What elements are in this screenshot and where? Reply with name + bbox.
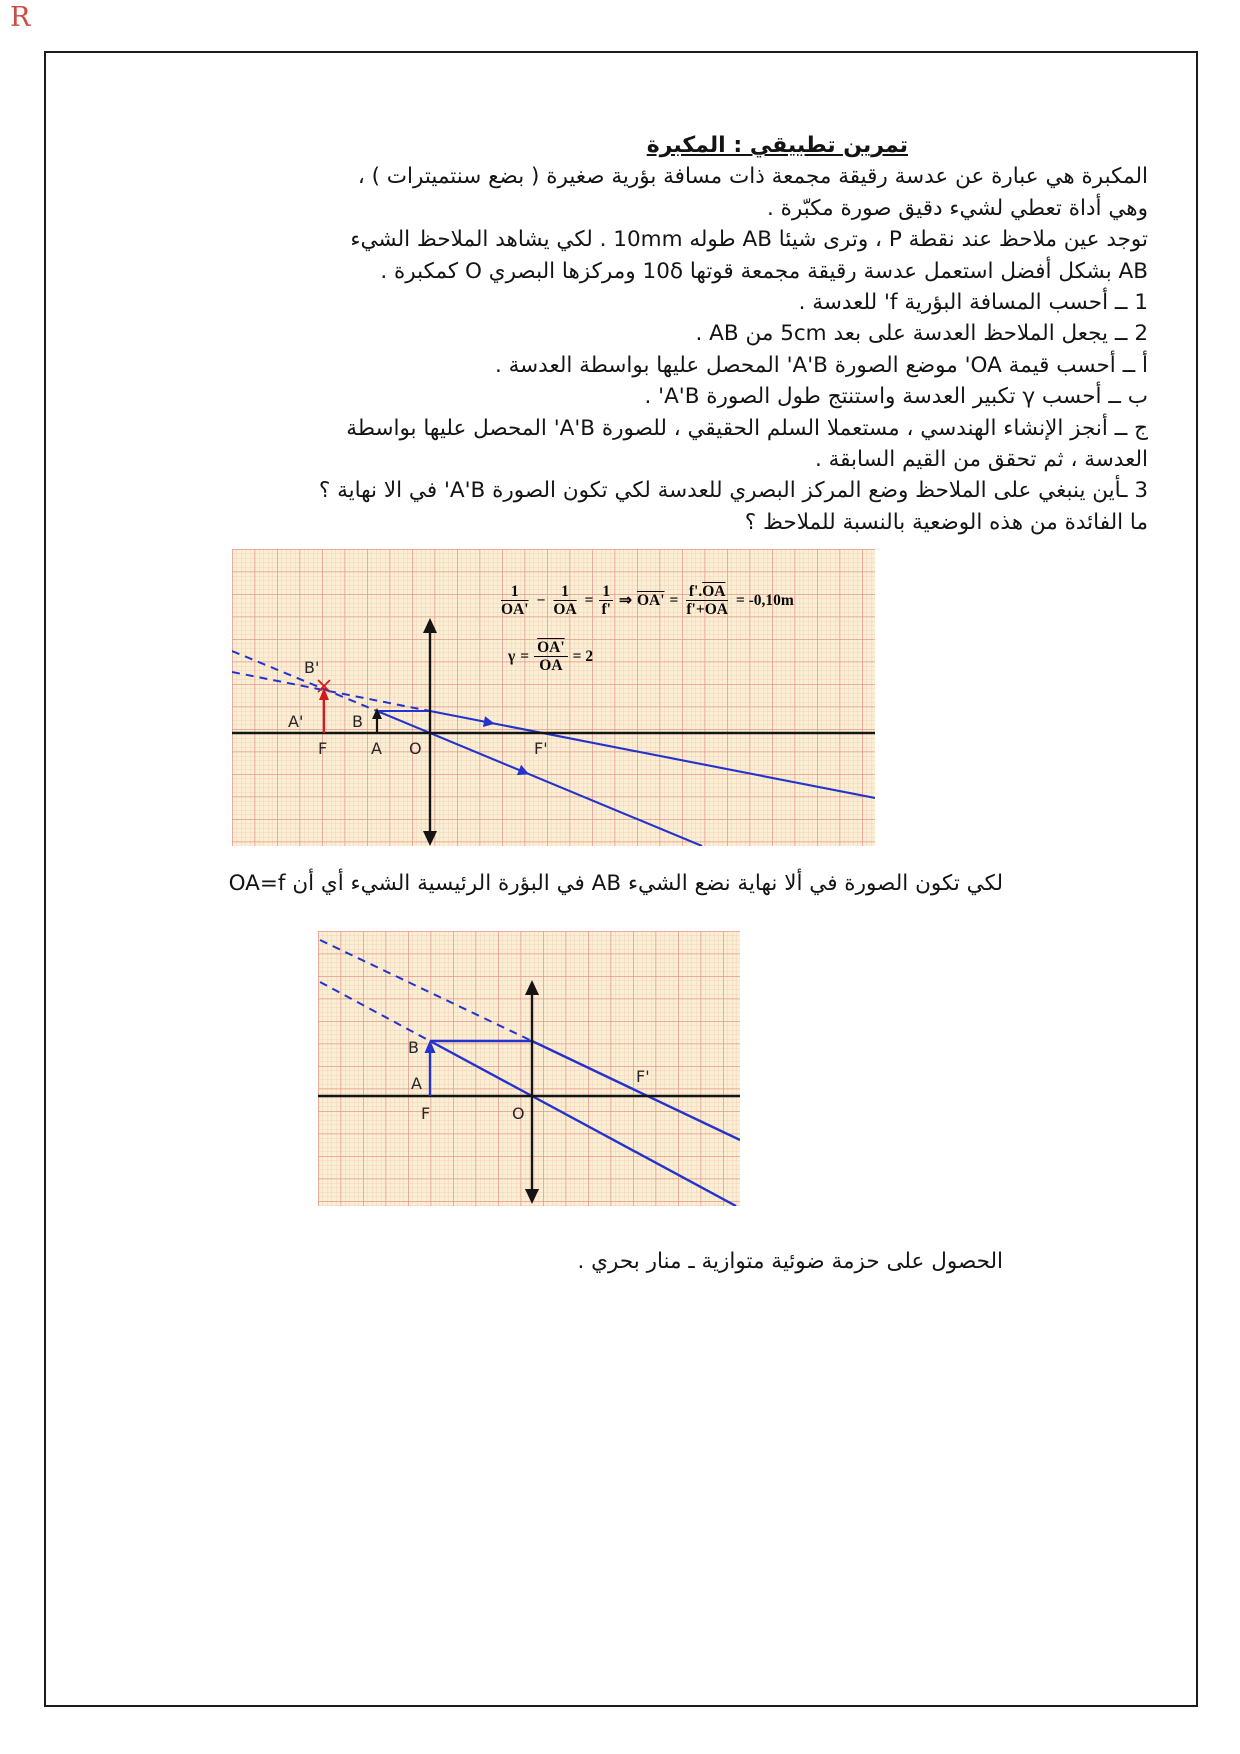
text-line: ب ــ أحسب γ تكبير العدسة واستنتج طول الصورة A'B' .: [644, 384, 1148, 410]
text-line: 2 ــ يجعل الملاحظ العدسة على بعد 5cm من AB .: [695, 321, 1148, 347]
formula-lhs: OA': [636, 592, 665, 610]
fraction: $\frac{OA'}{OA}$: [534, 639, 568, 674]
graph-paper-grid: [318, 931, 740, 1206]
text-line: ما الفائدة من هذه الوضعية بالنسبة للملاحظ ؟: [744, 509, 1148, 535]
label-b-prime: B': [304, 658, 320, 677]
magnification-formula: [508, 639, 593, 674]
exercise-title: تمرين تطبيقي : المكبرة: [646, 133, 908, 158]
operator: =: [584, 592, 594, 610]
text-line: 1 ــ أحسب المسافة البؤرية f' للعدسة .: [798, 290, 1148, 316]
text-line: 3 ـأين ينبغي على الملاحظ وضع المركز البصري للعدسة لكي تكون الصورة A'B' في الا نهاية ؟: [318, 478, 1148, 504]
graph-paper-canvas-2: [318, 931, 740, 1206]
label-f-prime: F': [534, 739, 548, 758]
footer-note: الحصول على حزمة ضوئية متوازية ـ منار بحري .: [577, 1249, 1003, 1274]
corner-mark: R: [10, 2, 31, 33]
implies-arrow: ⇒: [618, 592, 632, 610]
exercise-text-block: [88, 130, 1148, 538]
operator: −: [536, 592, 546, 610]
text-line: وهي أداة تعطي لشيء دقيق صورة مكبّرة .: [766, 195, 1148, 221]
label-b: B: [408, 1038, 419, 1057]
operator: =: [669, 592, 679, 610]
formula-result: = 2: [572, 648, 594, 666]
text-line: ج ــ أنجز الإنشاء الهندسي ، مستعملا السلم الحقيقي ، للصورة A'B' المحصل عليها بواسطة: [346, 415, 1148, 441]
label-b: B: [352, 712, 363, 731]
text-line: AB بشكل أفضل استعمل عدسة رقيقة مجمعة قوتها 10δ ومركزها البصري O كمكبرة .: [380, 258, 1148, 284]
gamma-symbol: γ: [508, 648, 516, 666]
label-f-prime: F': [636, 1067, 650, 1086]
fraction: $\frac{f'.\overline{OA}}{f'+\overline{OA}}$: [686, 583, 728, 619]
text-line: أ ــ أحسب قيمة OA' موضع الصورة A'B' المحصل عليها بواسطة العدسة .: [494, 352, 1148, 378]
label-a: A: [371, 739, 382, 758]
label-a: A: [411, 1074, 422, 1093]
label-f: F: [318, 739, 328, 758]
label-f: F: [421, 1104, 431, 1123]
label-o: O: [512, 1104, 525, 1123]
answer-note: لكي تكون الصورة في ألا نهاية نضع الشيء AB في البؤرة الرئيسية الشيء أي أن OA=f: [228, 871, 1003, 896]
text-line: العدسة ، ثم تحقق من القيم السابقة .: [814, 447, 1148, 473]
fraction: $\frac{1}{OA'}$: [501, 583, 529, 619]
fraction: $\frac{1}{OA}$: [553, 583, 577, 619]
lens-ray-diagram-1: [232, 549, 875, 846]
text-line: المكبرة هي عبارة عن عدسة رقيقة مجمعة ذات مسافة بؤرية صغيرة ( بضع سنتميترات ) ،: [357, 164, 1148, 190]
formula-result: = -0,10m: [735, 592, 794, 610]
fraction: $\frac{1}{f'}$: [599, 583, 614, 618]
lens-ray-diagram-2: [318, 931, 740, 1206]
text-line: توجد عين ملاحظ عند نقطة P ، وترى شيئا AB طوله 10mm . لكي يشاهد الملاحظ الشيء: [350, 227, 1148, 253]
lens-conjugation-formula: [498, 583, 794, 618]
label-a-prime: A': [288, 712, 304, 731]
label-o: O: [409, 739, 422, 758]
operator: =: [520, 648, 530, 666]
